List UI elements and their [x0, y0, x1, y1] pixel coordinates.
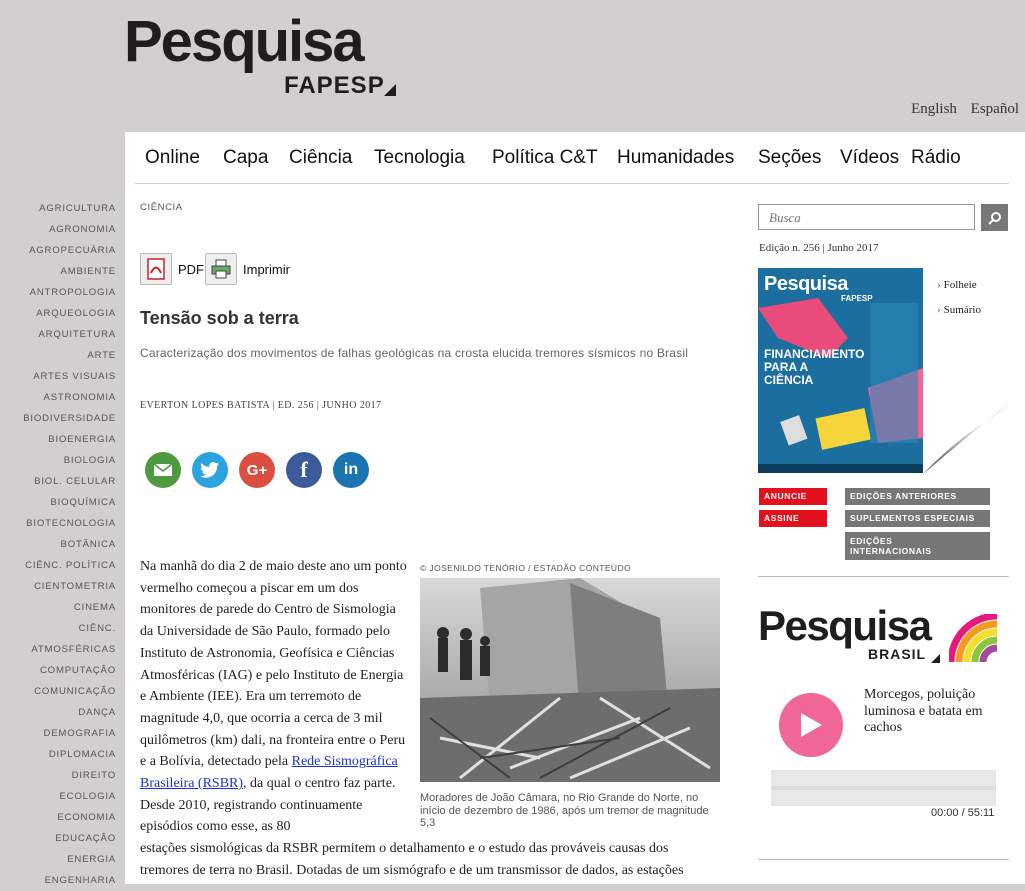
logo-triangle-icon [384, 84, 396, 96]
paragraph-text: Na manhã do dia 2 de maio deste ano um ponto vermelho começou a piscar em um dos monitores de parede do Centro de Sismologia da Universidade de São Paulo, formado pelo Instituto de Astronomia, Geofísica e Ciências Atmosféricas (IAG) e pelo Instituto de Energia e Ambiente (IEE). Era um terremoto de magnitude 4,0, que ocorria a cerca de 3 mil quilômetros (km) dali, na fronteira entre o Peru e a Bolívia, detectado pela [140, 559, 407, 770]
category-item[interactable]: BOTÂNICA [60, 539, 116, 550]
category-item[interactable]: CIÊNC. POLÍTICA [25, 560, 116, 571]
magazine-cover[interactable] [758, 268, 923, 473]
share-linkedin-icon[interactable]: in [333, 452, 369, 488]
category-item[interactable]: CIÊNC. [78, 623, 116, 634]
podcast-logo-sub: BRASIL [868, 646, 927, 662]
share-google-plus-icon[interactable]: G+ [239, 452, 275, 488]
button-label: EDIÇÕES INTERNACIONAIS [850, 536, 932, 556]
share-facebook-icon[interactable]: f [286, 452, 322, 488]
advertise-button[interactable]: ANUNCIE [759, 488, 827, 505]
nav-ciencia[interactable]: Ciência [289, 147, 353, 168]
main-nav [135, 132, 1009, 184]
site-logo[interactable] [124, 9, 385, 99]
rsbr-link[interactable]: Rede Sismográfica Brasileira (RSBR) [140, 754, 398, 792]
category-item[interactable]: ENGENHARIA [44, 875, 116, 886]
search-icon [988, 211, 1002, 225]
cover-headline: FINANCIAMENTO PARA A CIÊNCIA [764, 347, 865, 387]
nav-tecnologia[interactable]: Tecnologia [374, 147, 465, 168]
print-button[interactable] [205, 253, 290, 285]
category-item[interactable]: ATMOSFÉRICAS [31, 644, 116, 655]
lang-english-link[interactable]: English [911, 101, 957, 117]
main-panel [125, 132, 1025, 884]
past-editions-button[interactable]: EDIÇÕES ANTERIORES [845, 488, 990, 505]
edition-label: Edição n. 256 | Junho 2017 [759, 242, 879, 254]
category-item[interactable]: BIOENERGIA [48, 434, 116, 445]
sidebar-divider [758, 576, 1009, 577]
paragraph-text: , da qual o centro faz parte. Desde 2010, registrando continuamente episódios como esse, as 80 [140, 776, 396, 835]
photo-credit: © JOSENILDO TENÓRIO / ESTADÃO CONTEÚDO [420, 563, 632, 573]
podcast-logo-main[interactable]: Pesquisa [758, 602, 931, 649]
pdf-button[interactable] [140, 253, 204, 285]
category-item[interactable]: AGROPECUÁRIA [29, 245, 116, 256]
logo-main-text: Pesquisa [124, 9, 363, 74]
nav-politica[interactable]: Política C&T [492, 147, 598, 168]
print-label: Imprimir [243, 261, 290, 277]
cover-link-folheie[interactable] [937, 279, 977, 291]
section-label[interactable]: CIÊNCIA [140, 202, 183, 213]
category-item[interactable]: BIOTECNOLOGIA [26, 518, 116, 529]
cover-subtitle: FAPESP [841, 294, 873, 303]
podcast-waveform[interactable] [771, 770, 996, 806]
category-item[interactable]: ARTE [87, 350, 116, 361]
category-item[interactable]: ASTRONOMIA [43, 392, 116, 403]
category-item[interactable]: BIOQUÍMICA [50, 497, 116, 508]
article-byline: EVERTON LOPES BATISTA | ED. 256 | JUNHO 2017 [140, 400, 382, 411]
category-item[interactable]: BIODIVERSIDADE [23, 413, 116, 424]
nav-capa[interactable]: Capa [223, 147, 269, 168]
article-paragraph-1 [140, 556, 412, 838]
category-item[interactable]: DIPLOMACIA [48, 749, 116, 760]
category-item[interactable]: DEMOGRAFIA [43, 728, 116, 739]
category-item[interactable]: ARTES VISUAIS [33, 371, 116, 382]
article-paragraph-1-cont: estações sismológicas da RSBR permitem o detalhamento e o estudo das prováveis causas dos tremores de terra no Brasil. Dotadas de um sismógrafo e de um transmissor de dados, as estações [140, 841, 684, 878]
article-subtitle: Caracterização dos movimentos de falhas geológicas na crosta elucida tremores sísmicos no Brasil [140, 346, 689, 360]
category-item[interactable]: ARQUITETURA [38, 329, 116, 340]
category-item[interactable]: ECOLOGIA [59, 791, 116, 802]
category-item[interactable]: ARQUEOLOGIA [36, 308, 116, 319]
category-item[interactable]: EDUCAÇÃO [55, 833, 116, 844]
pdf-label: PDF [178, 261, 204, 277]
category-item[interactable]: DIREITO [71, 770, 116, 781]
article-photo [420, 578, 720, 782]
category-item[interactable]: ECONOMIA [57, 812, 116, 823]
category-item[interactable]: CINEMA [73, 602, 116, 613]
search-button[interactable] [981, 204, 1008, 231]
category-item[interactable]: BIOL. CELULAR [34, 476, 116, 487]
podcast-play-button[interactable] [779, 693, 843, 757]
share-twitter-icon[interactable] [192, 452, 228, 488]
cover-link-label: Folheie [943, 279, 977, 291]
pdf-icon [140, 253, 172, 285]
category-item[interactable]: COMUNICAÇÃO [34, 686, 116, 697]
photo-caption: Moradores de João Câmara, no Rio Grande do Norte, no início de dezembro de 1986, após um tremor de magnitude 5,3 [420, 792, 709, 829]
nav-secoes[interactable]: Seções [758, 147, 822, 168]
podcast-rainbow-icon [949, 614, 999, 664]
category-list [0, 198, 116, 891]
category-item[interactable]: ENERGIA [67, 854, 116, 865]
search-input[interactable]: Busca [758, 204, 975, 230]
international-editions-button[interactable] [845, 532, 990, 560]
printer-icon [205, 253, 237, 285]
podcast-episode-title[interactable]: Morcegos, poluição luminosa e batata em cachos [864, 687, 983, 735]
category-item[interactable]: BIOLOGIA [63, 455, 116, 466]
cover-link-label: Sumário [943, 304, 981, 316]
category-item[interactable]: AMBIENTE [60, 266, 116, 277]
chevron-right-icon: › [937, 304, 941, 316]
category-item[interactable]: AGRONOMIA [49, 224, 116, 235]
category-item[interactable]: AGRICULTURA [39, 203, 116, 214]
nav-radio[interactable]: Rádio [911, 147, 961, 168]
language-switcher [901, 101, 1019, 118]
category-item[interactable]: COMPUTAÇÃO [39, 665, 116, 676]
podcast-logo-triangle-icon [931, 654, 940, 663]
cover-footer-strip [758, 464, 923, 473]
chevron-right-icon: › [937, 279, 941, 291]
sidebar-divider [758, 859, 1009, 860]
cover-title: Pesquisa [764, 273, 848, 295]
play-icon [798, 711, 824, 739]
share-email-icon[interactable] [145, 452, 181, 488]
logo-sub-text: FAPESP [284, 72, 385, 99]
subscribe-button[interactable]: ASSINE [759, 510, 827, 527]
nav-videos[interactable]: Vídeos [840, 147, 900, 168]
podcast-time: 00:00 / 55:11 [931, 807, 995, 819]
article-title: Tensão sob a terra [140, 308, 299, 328]
category-item[interactable]: ANTROPOLOGIA [29, 287, 116, 298]
cover-link-sumario[interactable] [937, 304, 981, 316]
nav-online[interactable]: Online [145, 147, 200, 168]
nav-humanidades[interactable]: Humanidades [617, 147, 735, 168]
lang-spanish-link[interactable]: Español [970, 101, 1019, 117]
category-item[interactable]: CIENTOMETRIA [34, 581, 116, 592]
page-curl-decoration [923, 402, 1009, 474]
special-supplements-button[interactable]: SUPLEMENTOS ESPECIAIS [845, 510, 990, 527]
category-item[interactable]: DANÇA [78, 707, 116, 718]
